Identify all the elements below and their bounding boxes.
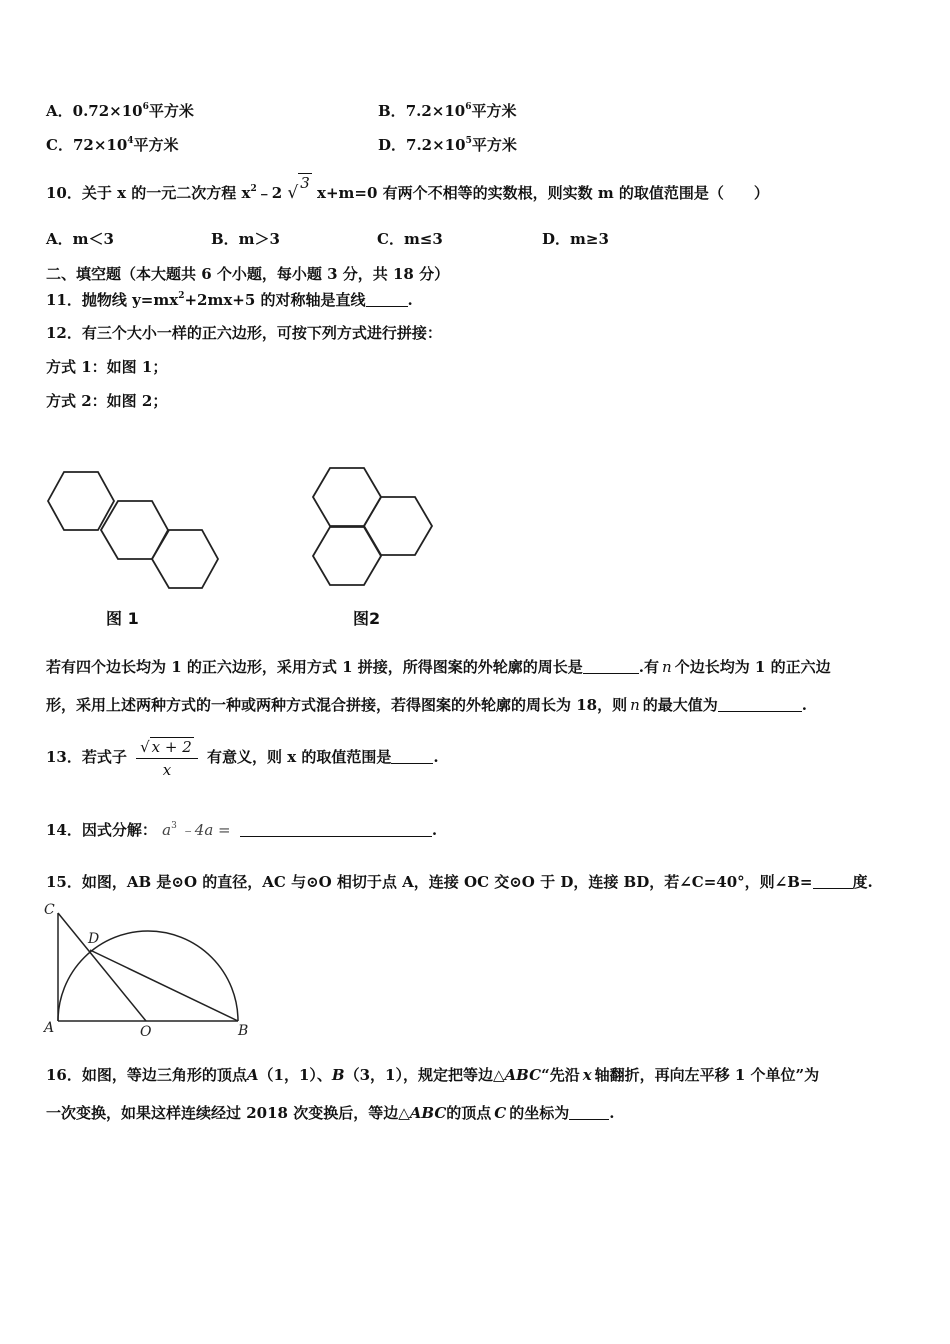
answer-blank (366, 292, 408, 307)
fig1-caption: 图 1 (106, 609, 139, 628)
hexagon (48, 472, 114, 530)
q12-question-line1: 若有四个边长均为 1 的正六边形，采用方式 1 拼接，所得图案的外轮廓的周长是 .有 n 个边长均为 1 的正六边 (46, 658, 831, 676)
hexagon-figure-2 (305, 462, 445, 597)
hexagon-figure-1 (40, 462, 230, 597)
q15-stem: 15．如图，AB 是⊙O 的直径，AC 与⊙O 相切于点 A，连接 OC 交⊙O 于 D，连接 BD，若∠C=40°，则∠B= 度. (46, 873, 873, 891)
answer-blank (718, 697, 802, 712)
answer-blank (569, 1105, 609, 1120)
label-a: A (44, 1020, 55, 1036)
hexagon (313, 468, 381, 526)
label-d: D (88, 931, 100, 947)
q9-option-b: B．$7.2\times 10^6$平方米 (378, 102, 517, 120)
segment-db (90, 950, 238, 1021)
q11-stem: 11．抛物线 $y=mx^2+2mx+5$ 的对称轴是直线 . (46, 291, 413, 309)
section-title: 二、填空题（本大题共 6 个小题，每小题 3 分，共 18 分） (46, 265, 450, 283)
q16-line1: 16．如图，等边三角形的顶点A（1，1）、B（3，1），规定把等边△ABC“先沿 x 轴翻折，再向左平移 1 个单位”为 (46, 1066, 820, 1084)
q9-option-d: D．$7.2\times 10^5$平方米 (378, 136, 517, 154)
q10-option-c: C．m≤3 (377, 230, 443, 248)
hexagon (313, 527, 381, 585)
answer-blank (391, 749, 433, 764)
q10-option-d: D．m≥3 (542, 230, 609, 248)
q12-question-line2: 形，采用上述两种方式的一种或两种方式混合拼接，若得图案的外轮廓的周长为 18，则 n 的最大值为 . (46, 696, 808, 714)
answer-blank (813, 874, 853, 889)
q10-stem: 10．关于 x 的一元二次方程 $x^2﹣2$ √ 3 x+m=0 有两个不相等的实数根，则实数 m 的取值范围是（ ） (46, 174, 769, 203)
segment-co (58, 913, 146, 1021)
hexagon (152, 530, 218, 588)
label-c: C (44, 902, 55, 918)
answer-blank (240, 822, 432, 837)
geometry-figure-circle (40, 898, 260, 1038)
q12-stem: 12．有三个大小一样的正六边形，可按下列方式进行拼接： (46, 324, 442, 342)
q9-option-a: A．$0.72\times 10^6$平方米 (46, 102, 194, 120)
fig2-caption: 图2 (353, 609, 381, 628)
label-b: B (238, 1023, 249, 1038)
q10-option-b: B．m＞3 (211, 230, 280, 248)
fraction: $\frac{√ x + 2}{x}$ (136, 738, 198, 779)
q12-way2: 方式 2：如图 2； (46, 392, 168, 410)
q14-stem: 14．因式分解： $a^3$ ﹣4a = . (46, 821, 438, 839)
answer-blank (583, 659, 639, 674)
q9-option-c: C．$72\times 10^4$平方米 (46, 136, 179, 154)
q13-stem: 13．若式子 $\frac{√ x + 2}{x}$ 有意义，则 x 的取值范围是 . (46, 737, 439, 779)
q16-line2: 一次变换，如果这样连续经过 2018 次变换后，等边△ABC的顶点 C 的坐标为 . (46, 1104, 615, 1122)
q10-option-a: A．m＜3 (46, 230, 114, 248)
q12-way1: 方式 1：如图 1； (46, 358, 168, 376)
label-o: O (140, 1024, 152, 1038)
hexagon (364, 497, 432, 555)
